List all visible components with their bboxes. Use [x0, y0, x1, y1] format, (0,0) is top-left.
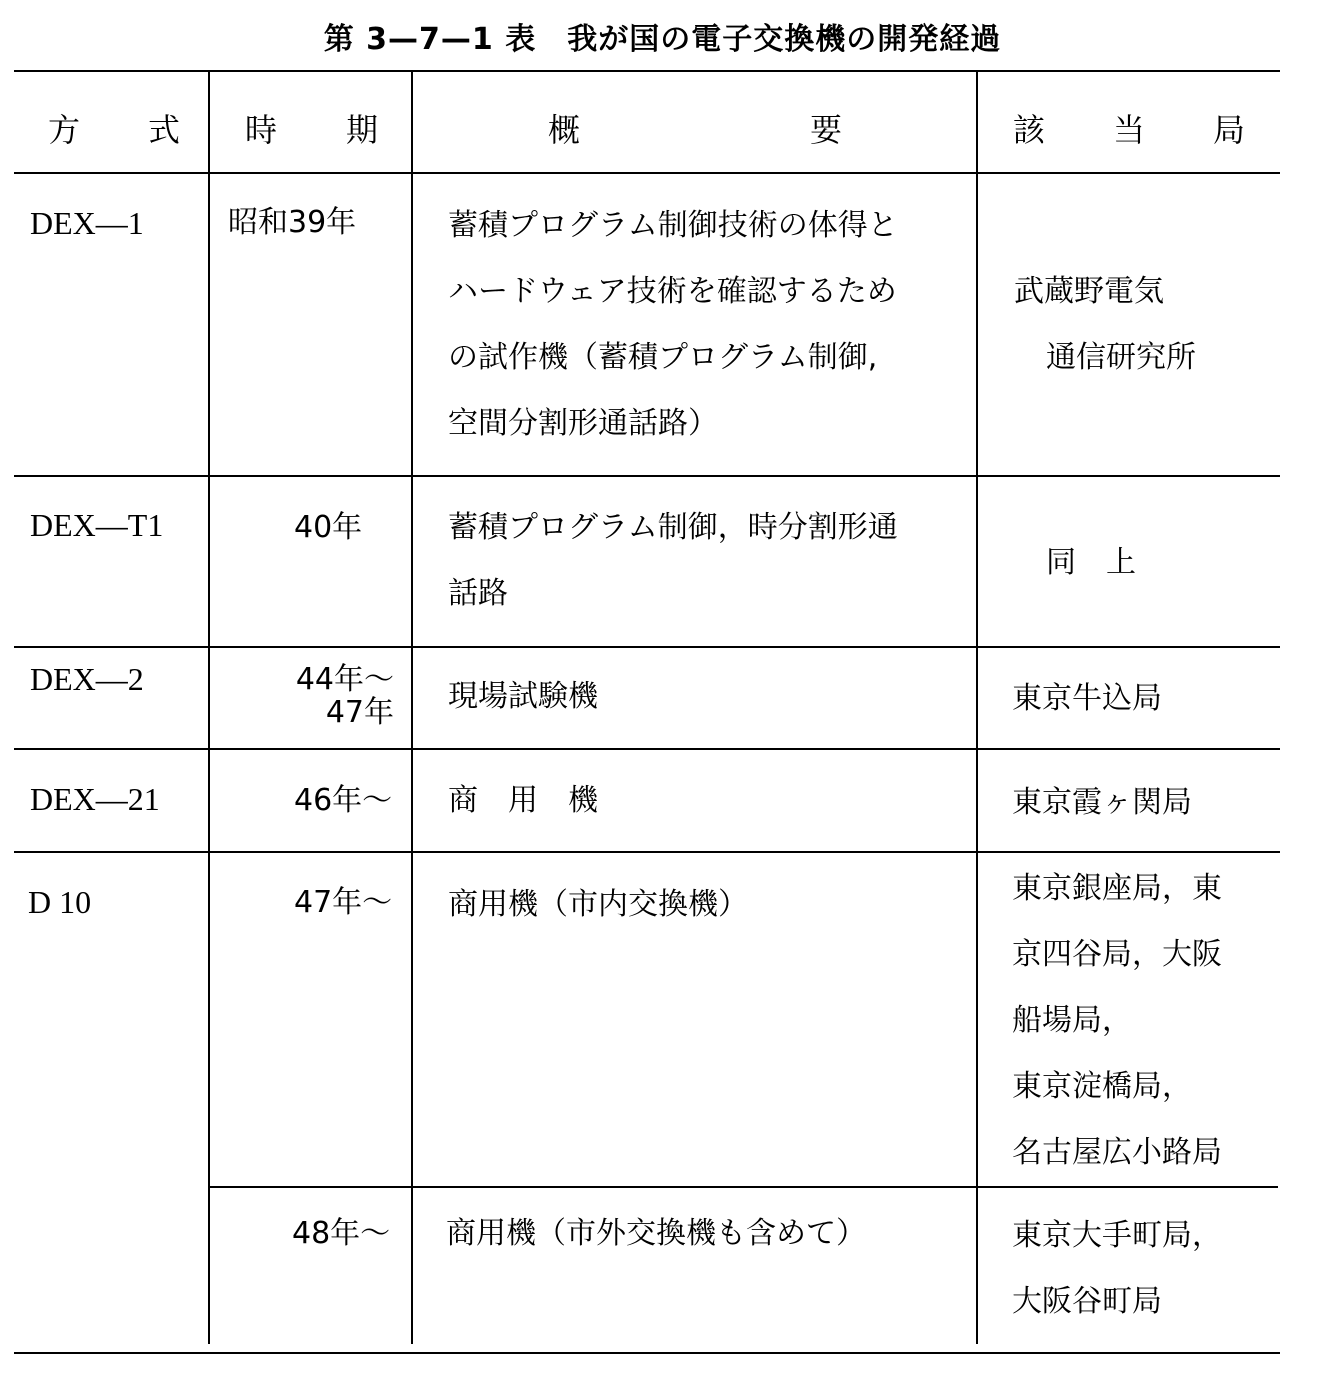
header-office-char-2: 当: [1113, 111, 1146, 149]
table-cell-summary-line: 商用機（市内交換機）: [448, 887, 748, 922]
table-cell-method: DEX—21: [30, 781, 160, 817]
table-cell-period: 47年～: [294, 885, 393, 920]
header-summary-char-2: 要: [810, 111, 843, 149]
table-cell-office-line: 名古屋広小路局: [1012, 1135, 1222, 1170]
header-bottom-rule: [14, 172, 1280, 174]
table-cell-period-line: 47年: [325, 695, 394, 730]
table-cell-summary-line: の試作機（蓄積プログラム制御,: [448, 340, 878, 375]
header-office-char-3: 局: [1213, 111, 1246, 149]
table-cell-method: DEX—1: [30, 205, 144, 241]
table-cell-method: DEX—2: [30, 661, 144, 697]
table-cell-office-line: 通信研究所: [1046, 340, 1196, 375]
table-title: 第 3—7—1 表 我が国の電子交換機の開発経過: [323, 22, 1002, 57]
table-cell-summary-line: 蓄積プログラム制御，時分割形通: [448, 510, 898, 545]
table-cell-office-line: 東京大手町局，: [1012, 1218, 1222, 1253]
table-bottom-rule: [14, 1352, 1280, 1354]
column-divider-2: [411, 72, 413, 1344]
table-cell-summary-line: 空間分割形通話路）: [448, 406, 718, 441]
header-period-char-2: 期: [346, 111, 379, 149]
row-divider-3: [14, 748, 1280, 750]
table-cell-summary-line: ハードウェア技術を確認するため: [448, 274, 897, 309]
row-divider-4: [14, 851, 1280, 853]
table-cell-method: DEX—T1: [30, 507, 164, 543]
table-cell-period: 40年: [294, 510, 363, 545]
table-cell-summary-line: 話路: [448, 576, 508, 611]
table-cell-office-line: 東京牛込局: [1012, 681, 1162, 716]
table-cell-office-line: 東京霞ヶ関局: [1012, 785, 1192, 820]
table-cell-period: 48年～: [292, 1216, 391, 1251]
table-cell-office-line: 京四谷局，大阪: [1012, 937, 1222, 972]
table-cell-office-line: 東京淀橋局，: [1012, 1069, 1192, 1104]
table-cell-summary-line: 商 用 機: [448, 783, 598, 818]
table-cell-summary-line: 現場試験機: [448, 679, 598, 714]
header-period-char-1: 時: [245, 111, 278, 149]
table-cell-summary-line: 商用機（市外交換機も含めて）: [446, 1216, 866, 1251]
header-office-char-1: 該: [1013, 111, 1046, 149]
table-cell-office-line: 大阪谷町局: [1012, 1284, 1162, 1319]
table-top-rule: [14, 70, 1280, 72]
table-cell-office-line: 武蔵野電気: [1014, 274, 1164, 309]
table-cell-office-line: 東京銀座局，東: [1012, 871, 1222, 906]
row-divider-1: [14, 475, 1280, 477]
header-method-char-1: 方: [48, 111, 81, 149]
column-divider-3: [976, 72, 978, 1344]
table-cell-office-line: 船場局，: [1012, 1003, 1132, 1038]
header-summary-char-1: 概: [548, 111, 581, 149]
sub-row-divider: [208, 1186, 1278, 1188]
table-cell-method: D 10: [28, 884, 92, 920]
table-cell-period-line: 44年～: [295, 662, 394, 697]
column-divider-1: [208, 72, 210, 1344]
table-cell-summary-line: 蓄積プログラム制御技術の体得と: [448, 208, 898, 243]
header-method-char-2: 式: [148, 111, 181, 149]
table-cell-period: 昭和39年: [228, 205, 357, 240]
table-cell-office-line: 同 上: [1046, 545, 1136, 580]
table-cell-period: 46年～: [294, 783, 393, 818]
row-divider-2: [14, 646, 1280, 648]
